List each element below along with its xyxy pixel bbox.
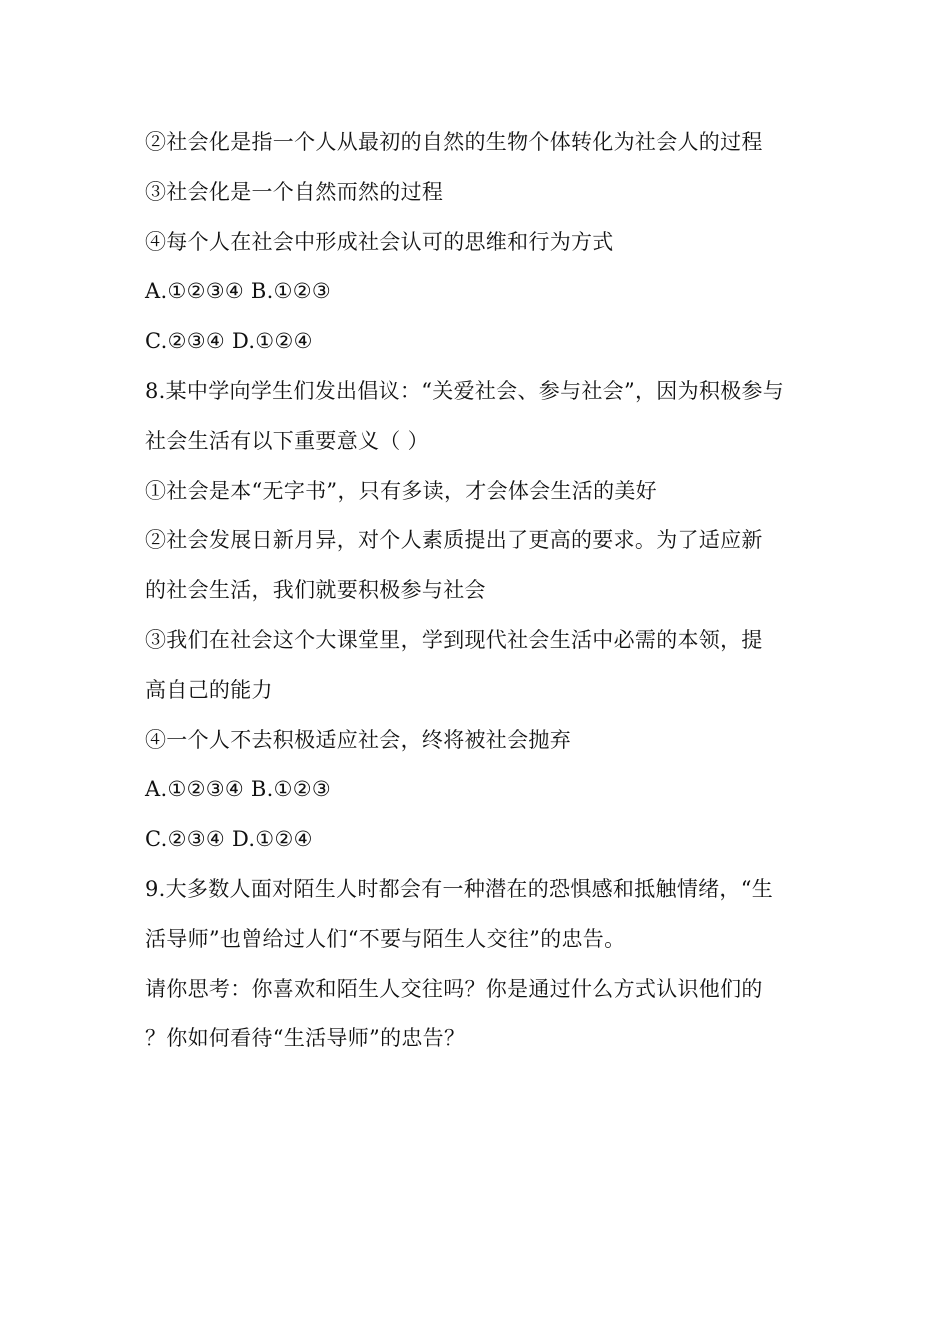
q8-statement-3-cont: 高自己的能力: [145, 677, 273, 702]
question-8-stem: 8.某中学向学生们发出倡议：“关爱社会、参与社会”，因为积极参与: [145, 378, 785, 403]
option-statement-3: ③社会化是一个自然而然的过程: [145, 179, 444, 204]
question-9-stem: 9.大多数人面对陌生人时都会有一种潜在的恐惧感和抵触情绪，“生: [145, 876, 774, 901]
option-statement-4: ④每个人在社会中形成社会认可的思维和行为方式: [145, 229, 614, 254]
q8-answer-choices-cd: C.②③④ D.①②④: [145, 827, 313, 852]
answer-choices-cd: C.②③④ D.①②④: [145, 329, 313, 354]
q8-statement-2-cont: 的社会生活，我们就要积极参与社会: [145, 578, 486, 603]
q8-statement-2: ②社会发展日新月异，对个人素质提出了更高的要求。为了适应新: [145, 528, 763, 553]
option-statement-2: ②社会化是指一个人从最初的自然的生物个体转化为社会人的过程: [145, 130, 763, 154]
question-9-prompt-cont: ？你如何看待“生活导师”的忠告？: [145, 1026, 466, 1051]
question-9-stem-cont: 活导师”也曾给过人们“不要与陌生人交往”的忠告。: [145, 926, 626, 951]
q8-statement-1: ①社会是本“无字书”，只有多读，才会体会生活的美好: [145, 478, 657, 503]
question-9-prompt: 请你思考：你喜欢和陌生人交往吗？你是通过什么方式认识他们的: [145, 976, 763, 1001]
answer-choices-ab: A.①②③④ B.①②③: [145, 279, 332, 304]
question-8-stem-cont: 社会生活有以下重要意义（ ）: [145, 428, 429, 453]
question-text: [145, 118, 815, 1064]
q8-statement-4: ④一个人不去积极适应社会，终将被社会抛弃: [145, 727, 571, 752]
q8-answer-choices-ab: A.①②③④ B.①②③: [145, 777, 332, 802]
q8-statement-3: ③我们在社会这个大课堂里，学到现代社会生活中必需的本领，提: [145, 627, 763, 652]
